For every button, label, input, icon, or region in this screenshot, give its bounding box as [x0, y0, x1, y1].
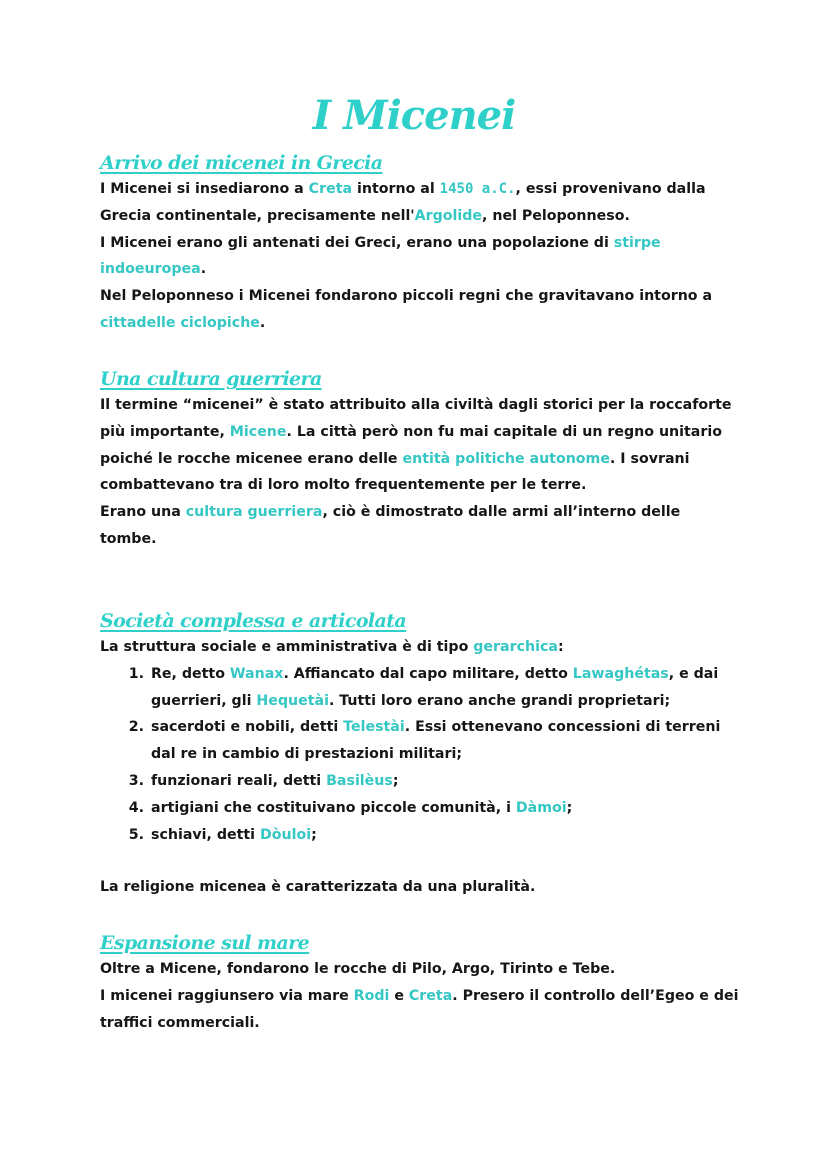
list-item: 2. sacerdoti e nobili, detti Telestài. Essi ottenevano concessioni di terreni dal re in cambio di prestazioni militari;: [149, 714, 740, 768]
section-society: [100, 608, 740, 901]
paragraph: La religione micenea è caratterizzata da una pluralità.: [100, 879, 536, 896]
highlight-term: cultura guerriera: [185, 504, 323, 521]
highlight-term: Dòuloi: [259, 826, 312, 843]
highlight-term: Dàmoi: [515, 799, 567, 816]
highlight-term: Argolide: [414, 207, 483, 224]
highlight-term: entità politiche autonome: [402, 450, 610, 467]
highlight-term: cittadelle ciclopiche: [100, 314, 260, 331]
highlight-term: Creta: [408, 987, 453, 1004]
highlight-term: stirpe indoeuropea: [100, 234, 661, 278]
list-item: 4. artigiani che costituivano piccole comunità, i Dàmoi;: [149, 795, 740, 822]
highlight-term: Hequetài: [256, 692, 329, 709]
section-arrival: [100, 150, 740, 337]
highlight-term: Basilèus: [326, 772, 393, 789]
paragraph: I Micenei si insediarono a Creta intorno al 1450 a.C., essi provenivano dalla Grecia continentale, precisamente nell'Argolide, nel Peloponneso.: [100, 181, 706, 224]
list-item: 3. funzionari reali, detti Basilèus;: [149, 768, 740, 795]
highlight-term: Micene: [229, 423, 287, 440]
highlight-term: Wanax: [229, 665, 284, 682]
highlight-term: Rodi: [353, 987, 390, 1004]
highlight-term: Telestài: [343, 719, 405, 736]
highlight-term: Lawaghétas: [572, 665, 669, 682]
paragraph: Oltre a Micene, fondarono le rocche di Pilo, Argo, Tirinto e Tebe.: [100, 961, 616, 977]
hierarchy-list: [100, 661, 740, 849]
highlight-term: Creta: [308, 181, 353, 197]
paragraph: La struttura sociale e amministrativa è di tipo gerarchica:: [100, 639, 564, 655]
section-expansion: [100, 930, 740, 1036]
section-heading: Una cultura guerriera: [100, 368, 322, 390]
paragraph: I Micenei erano gli antenati dei Greci, erano una popolazione di stirpe indoeuropea.: [100, 234, 661, 278]
highlight-term: 1450 a.C.: [439, 181, 516, 197]
list-item: 5. schiavi, detti Dòuloi;: [149, 822, 740, 849]
section-heading: Espansione sul mare: [100, 932, 310, 954]
paragraph: Erano una cultura guerriera, ciò è dimostrato dalle armi all’interno delle tombe.: [100, 504, 681, 547]
section-heading: Società complessa e articolata: [100, 610, 407, 632]
page-title: I Micenei: [312, 92, 516, 139]
section-warrior-culture: [100, 366, 740, 553]
highlight-term: gerarchica: [473, 639, 558, 655]
paragraph: Il termine “micenei” è stato attribuito alla civiltà dagli storici per la roccaforte più importante, Micene. La città però non fu mai capitale di un regno unitario poiché le rocche micenee erano delle entità politiche autonome. I sovrani combattevano tra di loro molto frequentemente per le terre.: [100, 397, 732, 494]
paragraph: I micenei raggiunsero via mare Rodi e Creta. Presero il controllo dell’Egeo e dei traffici commerciali.: [100, 987, 739, 1031]
list-item: 1. Re, detto Wanax. Affiancato dal capo militare, detto Lawaghétas, e dai guerrieri, gli Hequetài. Tutti loro erano anche grandi proprietari;: [149, 661, 740, 715]
paragraph: Nel Peloponneso i Micenei fondarono piccoli regni che gravitavano intorno a cittadelle ciclopiche.: [100, 288, 713, 331]
section-heading: Arrivo dei micenei in Grecia: [100, 152, 383, 174]
